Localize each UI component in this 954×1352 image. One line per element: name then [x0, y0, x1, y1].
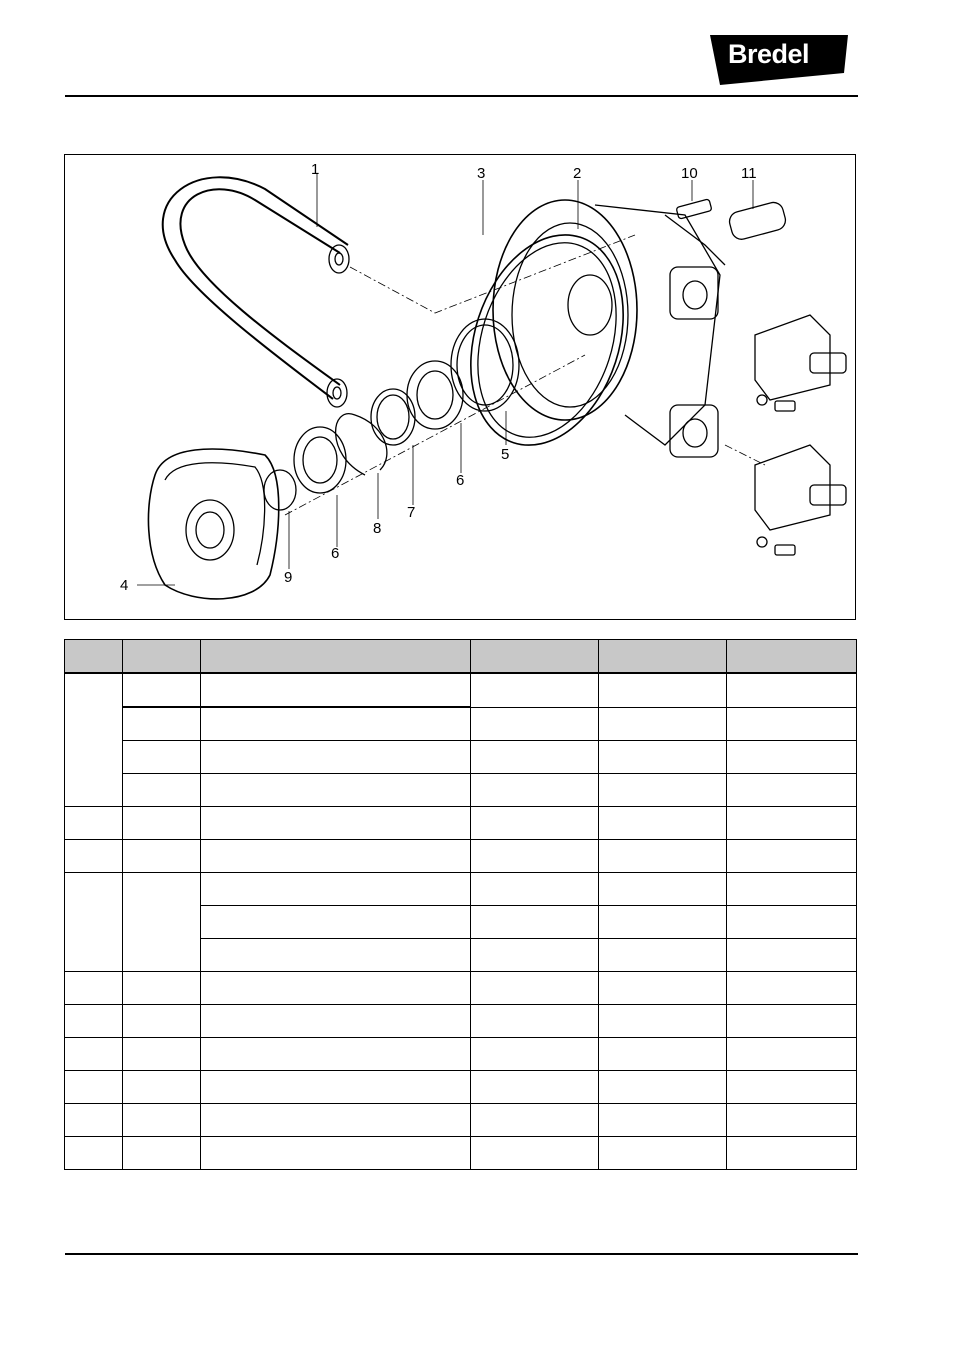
callout-10: 10 [681, 165, 698, 182]
bredel-logo [708, 33, 850, 87]
table-cell [201, 807, 471, 840]
table-cell [727, 939, 857, 972]
table-cell [123, 1005, 201, 1038]
table-cell [727, 1005, 857, 1038]
table-header-cell [65, 640, 123, 674]
callout-2: 2 [573, 165, 582, 182]
table-cell [65, 972, 123, 1005]
table-cell [201, 1071, 471, 1104]
table-cell [123, 741, 201, 774]
callout-3: 3 [477, 165, 486, 182]
table-cell [599, 707, 727, 741]
table-cell [471, 807, 599, 840]
table-cell [65, 1104, 123, 1137]
table-cell [727, 906, 857, 939]
exploded-view-drawing [65, 155, 857, 621]
table-cell [123, 707, 201, 741]
table-cell [727, 741, 857, 774]
table-cell [201, 1038, 471, 1071]
table-row [65, 1038, 857, 1071]
table-cell [471, 939, 599, 972]
table-cell [471, 906, 599, 939]
callout-6-lower: 6 [331, 545, 340, 562]
table-cell [65, 873, 123, 972]
table-cell [727, 774, 857, 807]
table-row [65, 774, 857, 807]
table-row [65, 972, 857, 1005]
callout-8: 8 [373, 520, 382, 537]
table-cell [201, 939, 471, 972]
table-cell [599, 741, 727, 774]
table-cell [65, 840, 123, 873]
table-cell [599, 906, 727, 939]
table-cell [727, 707, 857, 741]
table-header-cell [123, 640, 201, 674]
table-header-cell [599, 640, 727, 674]
table-cell [727, 1104, 857, 1137]
table-cell [65, 673, 123, 807]
table-cell [727, 1137, 857, 1170]
callout-5: 5 [501, 446, 510, 463]
table-cell [65, 1005, 123, 1038]
table-cell [123, 840, 201, 873]
table-row [65, 707, 857, 741]
table-cell [471, 1038, 599, 1071]
table-cell [599, 873, 727, 906]
table-cell [123, 972, 201, 1005]
table-cell [471, 707, 599, 741]
table-cell [599, 1137, 727, 1170]
table-cell [599, 1104, 727, 1137]
table-cell [123, 1137, 201, 1170]
table-cell [471, 1104, 599, 1137]
table-cell [727, 673, 857, 707]
table-cell [201, 774, 471, 807]
table-header-cell [471, 640, 599, 674]
table-cell [201, 873, 471, 906]
table-cell [123, 1071, 201, 1104]
table-cell [65, 1038, 123, 1071]
table-cell [123, 807, 201, 840]
table-cell [471, 741, 599, 774]
table-cell [599, 807, 727, 840]
table-row [65, 1137, 857, 1170]
table-cell [599, 939, 727, 972]
table-header-row [65, 640, 857, 674]
table-cell [471, 1005, 599, 1038]
callout-7: 7 [407, 504, 416, 521]
table-cell [727, 873, 857, 906]
table-cell [727, 1038, 857, 1071]
table-cell [599, 840, 727, 873]
table-cell [201, 906, 471, 939]
table-cell [599, 1071, 727, 1104]
table-cell [599, 1038, 727, 1071]
table-cell [201, 673, 471, 707]
table-cell [65, 807, 123, 840]
footer-rule [65, 1253, 858, 1255]
table-header-cell [727, 640, 857, 674]
table-cell [123, 1104, 201, 1137]
header-rule [65, 95, 858, 97]
table-cell [201, 1005, 471, 1038]
table-cell [123, 774, 201, 807]
table-cell [201, 707, 471, 741]
table-cell [201, 1104, 471, 1137]
table-cell [123, 673, 201, 707]
parts-table [64, 639, 857, 1170]
table-row [65, 807, 857, 840]
callout-1: 1 [311, 161, 320, 178]
table-cell [727, 1071, 857, 1104]
callout-11: 11 [741, 165, 757, 182]
table-row [65, 741, 857, 774]
table-cell [599, 1005, 727, 1038]
table-cell [201, 741, 471, 774]
table-row [65, 1071, 857, 1104]
table-cell [599, 673, 727, 707]
table-cell [65, 1071, 123, 1104]
callout-4: 4 [120, 577, 129, 594]
table-cell [471, 840, 599, 873]
table-cell [471, 1071, 599, 1104]
table-cell [471, 873, 599, 906]
table-cell [471, 972, 599, 1005]
table-row [65, 873, 857, 906]
table-cell [201, 972, 471, 1005]
callout-6-upper: 6 [456, 472, 465, 489]
logo-text: Bredel [728, 39, 810, 69]
table-header-cell [201, 640, 471, 674]
table-cell [201, 840, 471, 873]
table-cell [727, 972, 857, 1005]
table-cell [599, 774, 727, 807]
table-row [65, 1104, 857, 1137]
table-cell [123, 873, 201, 972]
table-cell [201, 1137, 471, 1170]
table-cell [599, 972, 727, 1005]
table-row [65, 673, 857, 707]
table-cell [471, 673, 599, 707]
exploded-view-figure [64, 154, 856, 620]
table-cell [727, 840, 857, 873]
table-cell [123, 1038, 201, 1071]
table-row [65, 1005, 857, 1038]
table-cell [727, 807, 857, 840]
callout-9: 9 [284, 569, 293, 586]
table-row [65, 840, 857, 873]
table-cell [65, 1137, 123, 1170]
table-cell [471, 1137, 599, 1170]
table-cell [471, 774, 599, 807]
